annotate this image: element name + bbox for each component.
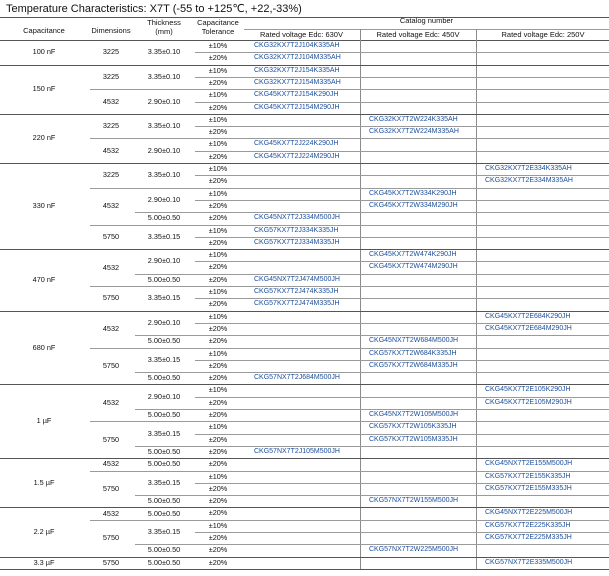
tolerance-value: ±10% [208,250,228,260]
header-capacitance: Capacitance [23,26,65,35]
capacitance-value: 680 nF [32,342,56,352]
tolerance-value: ±20% [208,176,228,186]
catalog-number-250v: CKG45KX7T2E105M290JH [485,398,572,406]
capacitance-value: 1.5 µF [33,477,55,487]
catalog-number-630v: CKG45NX7T2J334M500JH [254,214,340,222]
catalog-number-450v: CKG45NX7T2W105M500JH [369,411,459,418]
catalog-number-450v: CKG32KX7T2W224K335AH [369,115,458,123]
tolerance-value: ±10% [208,385,228,395]
dimension-value: 5750 [102,533,120,543]
catalog-number-250v: CKG57KX7T2E155K335JH [485,472,571,480]
tolerance-value: ±10% [208,65,228,75]
capacitance-value: 2.2 µF [33,527,55,536]
tolerance-value: ±10% [208,225,228,235]
catalog-number-450v: CKG45KX7T2W334M290JH [369,201,458,209]
thickness-value: 2.90±0.10 [147,256,181,266]
catalog-number-630v: CKG45KX7T2J154K290JH [254,91,339,99]
thickness-value: 2.90±0.10 [147,145,181,155]
header-thickness-unit: (mm) [155,27,173,36]
tolerance-value: ±20% [208,459,228,469]
dimension-value: 4532 [102,145,120,155]
catalog-number-450v: CKG57KX7T2W105M335JH [369,435,458,443]
catalog-number-450v: CKG32KX7T2W224M335AH [369,128,459,136]
row-rule [90,89,609,90]
dimension-value: 5750 [102,483,120,493]
tolerance-value: ±10% [208,164,228,173]
thickness-value: 5.00±0.50 [147,373,181,383]
catalog-number-450v: CKG45NX7T2W684M500JH [369,337,459,345]
row-rule [90,348,609,349]
catalog-number-250v: CKG57KX7T2E225M335JH [485,534,572,541]
header-thickness: Thickness [147,18,181,27]
catalog-number-450v: CKG57NX7T2W225M500JH [369,546,459,554]
dimension-value: 3225 [102,121,120,131]
tolerance-value: ±20% [208,557,228,567]
tolerance-value: ±20% [208,262,228,272]
tolerance-value: ±20% [208,127,228,137]
dimension-value: 5750 [102,434,120,444]
dimension-value: 3225 [102,170,120,180]
header-catalog-number: Catalog number [399,16,454,25]
tolerance-value: ±20% [208,496,228,506]
tolerance-value: ±20% [208,102,228,112]
dimension-value: 4532 [102,459,120,469]
dimension-value: 5750 [102,293,120,303]
tolerance-value: ±20% [208,410,228,419]
catalog-number-630v: CKG57KX7T2J334K335JH [254,226,339,234]
tolerance-value: ±10% [208,348,228,358]
header-top-rule [0,17,609,18]
tolerance-value: ±20% [208,274,228,284]
catalog-number-630v: CKG57NX7T2J105M500JH [254,447,340,455]
tolerance-value: ±10% [208,422,228,432]
thickness-value: 5.00±0.50 [147,410,181,420]
tolerance-value: ±10% [208,471,228,481]
tolerance-value: ±20% [208,323,228,333]
thickness-value: 5.00±0.50 [147,336,181,346]
thickness-value: 5.00±0.50 [147,274,181,284]
catalog-number-630v: CKG57KX7T2J474K335JH [254,288,339,295]
thickness-value: 3.35±0.15 [147,527,181,536]
tolerance-value: ±20% [208,336,228,346]
tolerance-value: ±10% [208,114,228,124]
thickness-value: 5.00±0.50 [147,213,181,223]
tolerance-value: ±20% [208,53,228,63]
row-rule [90,421,609,422]
dimension-value: 4532 [102,324,120,334]
catalog-number-630v: CKG32KX7T2J104M335AH [254,54,341,62]
catalog-number-250v: CKG32KX7T2E334K335AH [485,165,572,172]
catalog-number-250v: CKG45NX7T2E225M500JH [485,509,573,517]
header-voltage-450: Rated voltage Edc: 450V [376,30,460,39]
tolerance-value: ±10% [208,520,228,530]
tolerance-value: ±20% [208,237,228,247]
tolerance-value: ±10% [208,139,228,149]
header-voltage-630: Rated voltage Edc: 630V [260,30,343,39]
thickness-value: 2.90±0.10 [147,194,181,204]
thickness-value: 5.00±0.50 [147,459,181,469]
tolerance-value: ±20% [208,545,228,555]
thickness-value: 3.35±0.15 [147,293,181,303]
capacitance-value: 3.3 µF [33,557,55,567]
catalog-number-450v: CKG57KX7T2W684M335JH [369,361,458,369]
catalog-number-630v: CKG45KX7T2J224K290JH [254,140,339,148]
catalog-number-250v: CKG45KX7T2E684M290JH [485,324,572,332]
thickness-value: 5.00±0.50 [147,545,181,555]
header-tolerance-line2: Tolerance [201,27,235,36]
capacitance-value: 150 nF [32,84,56,94]
tolerance-value: ±20% [208,508,228,518]
catalog-number-450v: CKG45KX7T2W474K290JH [369,251,457,259]
catalog-number-450v: CKG45KX7T2W474M290JH [369,263,458,271]
catalog-number-450v: CKG45KX7T2W334K290JH [369,189,457,197]
catalog-number-250v: CKG32KX7T2E334M335AH [485,177,573,185]
row-rule [90,138,609,139]
catalog-number-250v: CKG57KX7T2E225K335JH [485,521,571,529]
tolerance-value: ±20% [208,483,228,493]
catalog-number-630v: CKG57NX7T2J684M500JH [254,374,340,382]
thickness-value: 2.90±0.10 [147,96,181,106]
capacitance-value: 1 µF [36,416,52,426]
catalog-number-630v: CKG32KX7T2J154K335AH [254,66,340,74]
thickness-value: 5.00±0.50 [147,496,181,506]
row-rule [90,225,609,226]
catalog-number-630v: CKG57KX7T2J474M335JH [254,300,340,308]
group-rule [0,249,609,250]
tolerance-value: ±20% [208,533,228,542]
tolerance-value: ±20% [208,299,228,309]
catalog-number-630v: CKG57KX7T2J334M335JH [254,238,340,246]
thickness-value: 3.35±0.15 [147,428,181,438]
dimension-value: 5750 [102,231,120,241]
catalog-number-630v: CKG45KX7T2J224M290JH [254,152,340,160]
header-tolerance-line1: Capacitance [197,18,239,27]
group-rule [0,114,609,115]
dimension-value: 5750 [102,557,120,567]
header-voltage-250: Rated voltage Edc: 250V [501,30,585,39]
catalog-number-630v: CKG32KX7T2J154M335AH [254,78,341,86]
tolerance-value: ±20% [208,200,228,210]
dimension-value: 4532 [102,397,120,407]
page-title: Temperature Characteristics: X7T (-55 to +125℃, +22,-33%) [6,3,302,15]
catalog-number-450v: CKG57NX7T2W155M500JH [369,497,459,505]
catalog-number-250v: CKG45KX7T2E105K290JH [485,386,571,394]
dimension-value: 4532 [102,96,120,106]
tolerance-value: ±10% [208,287,228,296]
thickness-value: 3.35±0.10 [147,71,181,81]
catalog-number-250v: CKG45KX7T2E684K290JH [485,312,571,320]
tolerance-value: ±20% [208,213,228,223]
thickness-value: 3.35±0.15 [147,477,181,487]
capacitance-value: 220 nF [32,133,56,143]
thickness-value: 3.35±0.10 [147,170,181,180]
thickness-value: 2.90±0.10 [147,317,181,327]
catalog-number-630v: CKG45NX7T2J474M500JH [254,275,340,283]
dimension-value: 3225 [102,71,120,81]
tolerance-value: ±10% [208,311,228,321]
header-catalog-rule [244,29,609,30]
tolerance-value: ±20% [208,77,228,87]
thickness-value: 3.35±0.15 [147,231,181,241]
tolerance-value: ±20% [208,360,228,370]
tolerance-value: ±10% [208,41,228,50]
tolerance-value: ±20% [208,397,228,407]
header-dimensions: Dimensions [91,26,131,35]
tolerance-value: ±20% [208,151,228,161]
catalog-number-630v: CKG45KX7T2J154M290JH [254,103,340,111]
dimension-value: 4532 [102,508,120,518]
thickness-value: 5.00±0.50 [147,557,181,567]
thickness-value: 3.35±0.10 [147,121,181,131]
catalog-number-250v: CKG57KX7T2E155M335JH [485,484,572,492]
dimension-value: 5750 [102,360,120,370]
dimension-value: 4532 [102,262,120,272]
table-bottom-rule [0,569,609,570]
catalog-number-450v: CKG57KX7T2W684K335JH [369,349,457,357]
catalog-number-250v: CKG57NX7T2E335M500JH [485,558,573,566]
catalog-number-450v: CKG57KX7T2W105K335JH [369,423,457,431]
capacitance-value: 470 nF [32,274,56,284]
thickness-value: 5.00±0.50 [147,508,181,518]
row-rule [90,286,609,287]
thickness-value: 3.35±0.10 [147,47,181,57]
thickness-value: 5.00±0.50 [147,447,181,457]
dimension-value: 4532 [102,201,120,211]
catalog-number-630v: CKG32KX7T2J104K335AH [254,42,340,49]
row-rule [90,188,609,189]
tolerance-value: ±10% [208,90,228,100]
capacitance-value: 330 nF [32,201,56,211]
dimension-value: 3225 [102,47,120,57]
thickness-value: 3.35±0.15 [147,354,181,364]
capacitance-value: 100 nF [32,47,56,57]
tolerance-value: ±20% [208,373,228,383]
catalog-number-250v: CKG45NX7T2E155M500JH [485,460,573,468]
tolerance-value: ±20% [208,446,228,456]
tolerance-value: ±20% [208,434,228,444]
tolerance-value: ±10% [208,188,228,198]
thickness-value: 2.90±0.10 [147,391,181,401]
